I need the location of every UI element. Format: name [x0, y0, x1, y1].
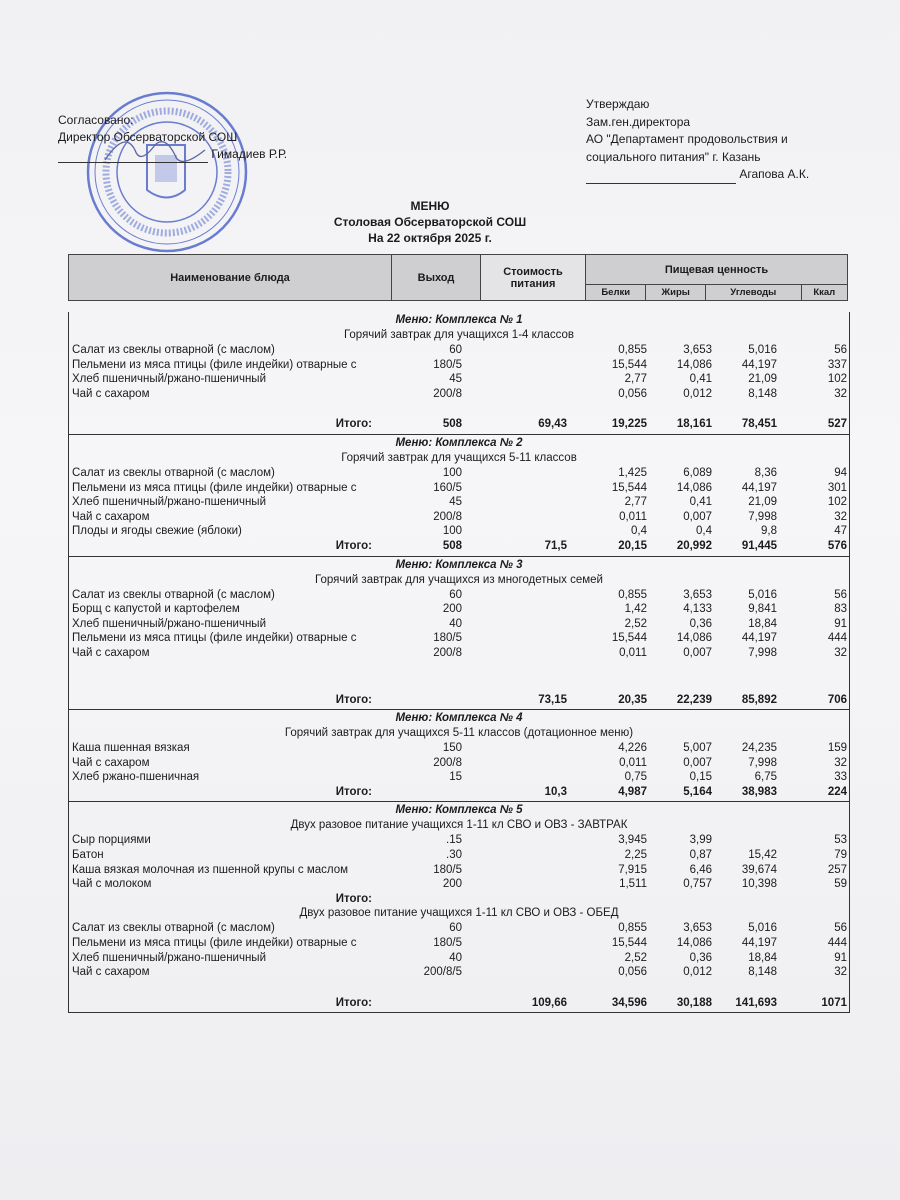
fats: 4,133	[683, 603, 712, 616]
total-proteins: 20,35	[618, 693, 647, 706]
approve-org-1: АО "Департамент продовольствия и	[586, 132, 788, 146]
carbs: 21,09	[748, 373, 777, 386]
table-row	[69, 921, 849, 936]
carbs: 24,235	[741, 742, 777, 755]
dish-name: Хлеб пшеничный/ржано-пшеничный	[72, 373, 266, 386]
fats: 0,007	[683, 756, 712, 769]
col-output: Выход	[392, 255, 481, 301]
meal-subtitle: Горячий завтрак для учащихся 1-4 классов	[343, 329, 575, 341]
row-spacer	[69, 401, 849, 417]
total-row	[69, 417, 849, 432]
output: 180/5	[433, 358, 462, 371]
total-proteins: 34,596	[611, 996, 647, 1009]
output: 100	[442, 525, 462, 538]
cost	[462, 756, 567, 771]
cost	[462, 495, 567, 510]
table-row	[69, 877, 849, 892]
kcal: 53	[834, 834, 847, 847]
meal-subtitle: Горячий завтрак для учащихся 5-11 классов	[341, 451, 577, 464]
dish-name: Хлеб пшеничный/ржано-пшеничный	[72, 617, 266, 630]
total-cost: 69,43	[538, 418, 567, 431]
fats: 0,41	[689, 373, 712, 386]
menu-section-1	[69, 312, 849, 435]
carbs: 15,42	[748, 849, 777, 862]
fats: 14,086	[676, 481, 712, 494]
carbs: 9,841	[748, 603, 777, 616]
proteins: 2,52	[624, 617, 647, 630]
table-row	[69, 770, 849, 785]
fats: 3,653	[683, 922, 712, 935]
dish-name: Борщ с капустой и картофелем	[72, 603, 240, 616]
col-cost: Стоимость питания	[481, 255, 586, 301]
total-output: 508	[442, 539, 462, 552]
table-row	[69, 863, 849, 878]
col-proteins: Белки	[586, 285, 646, 301]
proteins: 2,77	[624, 373, 647, 386]
carbs: 7,998	[748, 756, 777, 769]
carbs: 44,197	[741, 481, 777, 494]
cost	[462, 848, 567, 863]
total-cost: 10,3	[544, 785, 567, 798]
dish-name: Чай с сахаром	[72, 646, 150, 659]
cost	[462, 877, 567, 892]
total-kcal: 706	[827, 693, 847, 706]
output: 45	[449, 373, 462, 386]
output: 100	[442, 466, 462, 479]
kcal: 33	[834, 771, 847, 784]
proteins: 0,4	[631, 525, 647, 538]
table-row	[69, 602, 849, 617]
fats: 0,007	[683, 646, 712, 659]
table-row	[69, 617, 849, 632]
approval-signer: Гимадиев Р.Р.	[211, 147, 288, 161]
fats: 3,653	[683, 588, 712, 601]
total-row	[69, 693, 849, 708]
output: 200/8	[433, 510, 462, 523]
proteins: 0,011	[619, 646, 647, 659]
dish-name: Пельмени из мяса птицы (филе индейки) отварные с	[72, 632, 357, 645]
fats: 14,086	[676, 358, 712, 371]
output: 160/5	[433, 481, 462, 494]
carbs: 44,197	[741, 937, 777, 950]
menu-section-3	[69, 557, 849, 711]
total-fats: 30,188	[676, 996, 712, 1009]
cost	[462, 965, 567, 980]
kcal: 102	[827, 496, 847, 509]
carbs: 7,998	[748, 646, 777, 659]
kcal: 91	[834, 951, 847, 964]
kcal: 83	[834, 603, 847, 616]
total-dish-name: Итого:	[335, 785, 372, 798]
proteins: 3,945	[618, 834, 647, 847]
cost	[462, 372, 567, 387]
cost	[462, 921, 567, 936]
table-row	[69, 951, 849, 966]
carbs: 5,016	[748, 588, 777, 601]
total-carbs: 141,693	[735, 996, 777, 1009]
cost	[462, 936, 567, 951]
kcal: 56	[834, 588, 847, 601]
fats: 3,99	[689, 834, 712, 847]
total-carbs: 38,983	[741, 785, 777, 798]
kcal: 91	[834, 617, 847, 630]
total-proteins: 20,15	[618, 539, 647, 552]
table-row	[69, 848, 849, 863]
kcal: 47	[834, 525, 847, 538]
kcal: 79	[834, 849, 847, 862]
proteins: 0,011	[619, 756, 647, 769]
kcal: 301	[827, 481, 847, 494]
dish-name: Пельмени из мяса птицы (филе индейки) отварные с	[72, 937, 357, 950]
total-kcal: 1071	[821, 996, 847, 1009]
output: 200/8	[433, 756, 462, 769]
carbs: 44,197	[741, 632, 777, 645]
fats: 14,086	[676, 632, 712, 645]
menu-section-2	[69, 435, 849, 557]
output: 60	[449, 922, 462, 935]
cost	[462, 631, 567, 646]
approve-position: Зам.ген.директора	[586, 114, 691, 129]
proteins: 15,544	[611, 937, 647, 950]
output: .30	[446, 849, 462, 862]
proteins: 15,544	[611, 358, 647, 371]
proteins: 15,544	[611, 632, 647, 645]
table-row	[69, 588, 849, 603]
table-row	[69, 372, 849, 387]
meal-subtitle: Двух разовое питание учащихся 1-11 кл СВО и ОВЗ - ОБЕД	[299, 907, 619, 920]
carbs: 21,09	[748, 496, 777, 509]
dish-name: Салат из свеклы отварной (с маслом)	[72, 466, 275, 479]
output: 45	[449, 496, 462, 509]
kcal: 32	[834, 387, 847, 400]
menu-section-5	[69, 802, 849, 1013]
approval-position: Директор Обсерваторской СОШ	[58, 130, 238, 144]
table-row	[69, 387, 849, 402]
kcal: 102	[827, 373, 847, 386]
kcal: 337	[827, 358, 847, 371]
signature-line	[58, 150, 208, 163]
table-row	[69, 833, 849, 848]
meal-subtitle: Горячий завтрак для учащихся 5-11 классов (дотационное меню)	[284, 727, 634, 740]
fats: 0,757	[683, 878, 712, 891]
output: 150	[442, 742, 462, 755]
total-proteins: 19,225	[611, 418, 647, 431]
carbs: 44,197	[741, 358, 777, 371]
table-row	[69, 466, 849, 481]
section-title: Меню: Комплекса № 2	[395, 436, 523, 449]
total-output	[372, 996, 462, 1011]
carbs: 9,8	[761, 525, 777, 538]
output: 60	[449, 588, 462, 601]
section-title: Меню: Комплекса № 5	[395, 804, 523, 817]
cost	[462, 524, 567, 539]
proteins: 1,425	[618, 466, 647, 479]
col-carbs: Углеводы	[706, 285, 801, 301]
output: 200	[442, 603, 462, 616]
total-cost: 73,15	[538, 693, 567, 706]
kcal: 56	[834, 922, 847, 935]
table-row	[69, 741, 849, 756]
table-row	[69, 343, 849, 358]
dish-name: Салат из свеклы отварной (с маслом)	[72, 344, 275, 356]
cost	[462, 466, 567, 481]
col-name: Наименование блюда	[69, 255, 392, 301]
cost	[462, 602, 567, 617]
carbs: 18,84	[748, 951, 777, 964]
kcal: 32	[834, 966, 847, 979]
dish-name: Каша вязкая молочная из пшенной крупы с маслом	[72, 863, 349, 876]
title-date: На 22 октября 2025 г.	[368, 231, 492, 245]
dish-name: Чай с сахаром	[72, 387, 150, 400]
table-row	[69, 495, 849, 510]
fats: 6,46	[689, 863, 712, 876]
approve-org-2: социального питания" г. Казань	[586, 149, 761, 164]
table-row	[69, 965, 849, 980]
kcal: 444	[827, 937, 847, 950]
total-carbs: 85,892	[741, 693, 777, 706]
output: 15	[449, 771, 462, 784]
approval-label: Согласовано:	[58, 113, 134, 127]
fats: 0,007	[683, 510, 712, 523]
total-fats: 18,161	[676, 418, 712, 431]
total-row	[69, 539, 849, 554]
kcal: 32	[834, 646, 847, 659]
total-carbs	[712, 892, 777, 907]
total-fats: 22,239	[676, 693, 712, 706]
total-dish-name: Итого:	[335, 418, 372, 431]
total-row	[69, 892, 849, 907]
meal-subtitle: Горячий завтрак для учащихся из многодетных семей	[315, 573, 603, 586]
dish-name: Пельмени из мяса птицы (филе индейки) отварные с	[72, 358, 357, 371]
cost	[462, 863, 567, 878]
output: 60	[449, 344, 462, 356]
row-spacer	[69, 661, 849, 677]
total-fats: 20,992	[676, 539, 712, 552]
proteins: 0,855	[618, 588, 647, 601]
total-kcal: 576	[827, 539, 847, 552]
dish-name: Хлеб пшеничный/ржано-пшеничный	[72, 496, 266, 509]
table-row	[69, 646, 849, 661]
total-dish-name: Итого:	[335, 892, 372, 905]
fats: 6,089	[683, 466, 712, 479]
approval-block-left	[58, 112, 287, 163]
total-output	[372, 693, 462, 708]
output: 200	[442, 878, 462, 891]
col-fats: Жиры	[646, 285, 706, 301]
col-nutrition: Пищевая ценность	[586, 255, 848, 285]
proteins: 0,056	[618, 387, 647, 400]
kcal: 444	[827, 632, 847, 645]
dish-name: Салат из свеклы отварной (с маслом)	[72, 588, 275, 601]
proteins: 1,511	[619, 878, 647, 891]
table-row	[69, 756, 849, 771]
cost	[462, 481, 567, 496]
proteins: 0,056	[618, 966, 647, 979]
col-kcal: Ккал	[801, 285, 848, 301]
kcal: 94	[834, 466, 847, 479]
dish-name: Каша пшенная вязкая	[72, 742, 190, 755]
total-proteins: 4,987	[618, 785, 647, 798]
section-title: Меню: Комплекса № 1	[395, 314, 523, 326]
output: 200/8	[433, 646, 462, 659]
carbs: 39,674	[741, 863, 777, 876]
output: .15	[446, 834, 462, 847]
kcal: 59	[834, 878, 847, 891]
kcal: 159	[827, 742, 847, 755]
kcal: 257	[827, 863, 847, 876]
proteins: 15,544	[611, 481, 647, 494]
section-title: Меню: Комплекса № 4	[395, 712, 523, 725]
fats: 0,012	[683, 387, 712, 400]
total-fats	[647, 892, 712, 907]
row-spacer	[69, 677, 849, 693]
carbs: 18,84	[748, 617, 777, 630]
menu-table-body	[68, 312, 850, 1013]
cost	[462, 951, 567, 966]
proteins: 7,915	[618, 863, 647, 876]
dish-name: Сыр порциями	[72, 834, 151, 847]
title-canteen: Столовая Обсерваторской СОШ	[333, 215, 527, 229]
cost	[462, 358, 567, 373]
fats: 0,36	[689, 617, 712, 630]
dish-name: Хлеб пшеничный/ржано-пшеничный	[72, 951, 266, 964]
kcal: 32	[834, 510, 847, 523]
fats: 0,4	[696, 525, 712, 538]
cost	[462, 741, 567, 756]
carbs: 6,75	[754, 771, 777, 784]
cost	[462, 588, 567, 603]
document-title	[0, 198, 860, 246]
table-row	[69, 510, 849, 525]
cost	[462, 833, 567, 848]
fats: 0,36	[689, 951, 712, 964]
total-dish-name: Итого:	[335, 539, 372, 552]
proteins: 0,855	[618, 922, 647, 935]
total-kcal	[777, 892, 849, 907]
cost	[462, 770, 567, 785]
total-cost: 71,5	[544, 539, 567, 552]
proteins: 2,25	[624, 849, 647, 862]
carbs: 10,398	[741, 878, 777, 891]
table-row	[69, 481, 849, 496]
proteins: 4,226	[618, 742, 647, 755]
proteins: 0,75	[624, 771, 647, 784]
proteins: 1,42	[624, 603, 647, 616]
output: 40	[449, 951, 462, 964]
dish-name: Батон	[72, 849, 104, 862]
total-carbs: 91,445	[741, 539, 777, 552]
dish-name: Хлеб ржано-пшеничная	[72, 771, 200, 784]
carbs: 8,148	[748, 966, 777, 979]
fats: 3,653	[683, 344, 712, 356]
total-output: 508	[442, 418, 462, 431]
total-output	[372, 785, 462, 800]
fats: 0,15	[689, 771, 712, 784]
dish-name: Чай с сахаром	[72, 756, 150, 769]
carbs: 5,016	[748, 922, 777, 935]
carbs	[712, 833, 777, 848]
total-dish-name: Итого:	[335, 996, 372, 1009]
approve-label: Утверждаю	[586, 97, 650, 111]
carbs: 7,998	[748, 510, 777, 523]
output: 200/8	[433, 387, 462, 400]
carbs: 8,148	[748, 387, 777, 400]
total-proteins	[567, 892, 647, 907]
meal-subtitle: Двух разовое питание учащихся 1-11 кл СВО и ОВЗ - ЗАВТРАК	[290, 819, 628, 832]
total-carbs: 78,451	[741, 418, 777, 431]
total-cost: 109,66	[531, 996, 567, 1009]
output: 180/5	[433, 632, 462, 645]
proteins: 0,855	[618, 344, 647, 356]
table-row	[69, 936, 849, 951]
total-output	[372, 892, 462, 907]
dish-name: Чай с сахаром	[72, 510, 150, 523]
output: 40	[449, 617, 462, 630]
carbs: 5,016	[748, 344, 777, 356]
fats: 14,086	[676, 937, 712, 950]
table-row	[69, 631, 849, 646]
fats: 0,87	[689, 849, 712, 862]
dish-name: Салат из свеклы отварной (с маслом)	[72, 922, 275, 935]
dish-name: Пельмени из мяса птицы (филе индейки) отварные с	[72, 481, 357, 494]
approval-block-right	[586, 96, 809, 184]
fats: 5,007	[683, 742, 712, 755]
proteins: 2,52	[624, 951, 647, 964]
cost	[462, 343, 567, 358]
dish-name: Чай с молоком	[72, 878, 152, 891]
total-kcal: 224	[827, 785, 847, 798]
section-title: Меню: Комплекса № 3	[395, 558, 523, 571]
menu-section-4	[69, 710, 849, 802]
total-row	[69, 996, 849, 1011]
total-dish-name: Итого:	[335, 693, 372, 706]
table-row	[69, 524, 849, 539]
cost	[462, 617, 567, 632]
fats: 0,41	[689, 496, 712, 509]
output: 180/5	[433, 863, 462, 876]
fats: 0,012	[683, 966, 712, 979]
total-row	[69, 785, 849, 800]
signature-line	[586, 171, 736, 184]
table-row	[69, 358, 849, 373]
output: 180/5	[433, 937, 462, 950]
total-kcal: 527	[827, 418, 847, 431]
total-fats: 5,164	[683, 785, 712, 798]
proteins: 2,77	[624, 496, 647, 509]
cost	[462, 510, 567, 525]
dish-name: Чай с сахаром	[72, 966, 150, 979]
proteins: 0,011	[619, 510, 647, 523]
approve-signer: Агапова А.К.	[739, 167, 810, 181]
kcal: 32	[834, 756, 847, 769]
title-menu: МЕНЮ	[410, 199, 450, 213]
total-cost	[462, 892, 567, 907]
carbs: 8,36	[754, 466, 777, 479]
kcal: 56	[834, 344, 847, 356]
cost	[462, 387, 567, 402]
dish-name: Плоды и ягоды свежие (яблоки)	[72, 525, 242, 538]
output: 200/8/5	[423, 966, 462, 979]
table-header	[68, 254, 848, 301]
cost	[462, 646, 567, 661]
row-spacer	[69, 980, 849, 996]
